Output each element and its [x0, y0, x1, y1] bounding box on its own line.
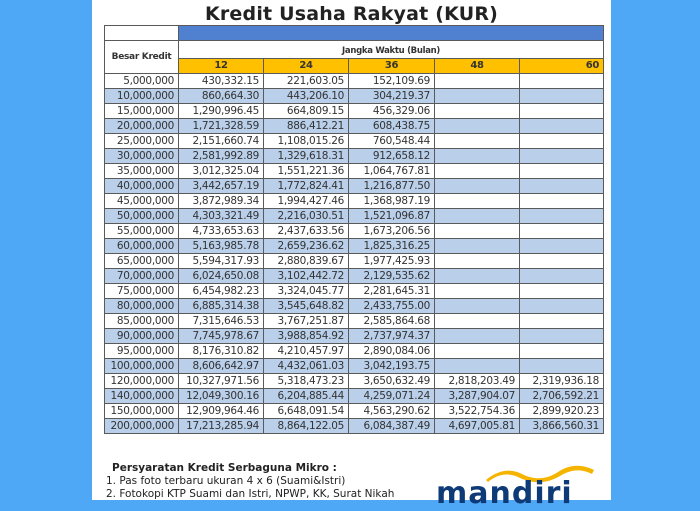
- installment-cell: 3,442,657.19: [179, 179, 264, 194]
- loan-amount-cell: 90,000,000: [105, 329, 179, 344]
- installment-cell: 1,368,987.19: [349, 194, 435, 209]
- table-row: [105, 329, 604, 344]
- installment-cell: 1,521,096.87: [349, 209, 435, 224]
- installment-cell: 2,437,633.56: [264, 224, 349, 239]
- installment-cell: 6,648,091.54: [264, 404, 349, 419]
- installment-cell: 2,129,535.62: [349, 269, 435, 284]
- installment-cell: 2,880,839.67: [264, 254, 349, 269]
- installment-cell: 608,438.75: [349, 119, 435, 134]
- installment-cell: [435, 269, 520, 284]
- installment-cell: 2,216,030.51: [264, 209, 349, 224]
- installment-cell: [435, 344, 520, 359]
- installment-cell: [435, 104, 520, 119]
- installment-cell: 3,872,989.34: [179, 194, 264, 209]
- group-header-row: [105, 41, 604, 59]
- installment-cell: 6,885,314.38: [179, 299, 264, 314]
- installment-cell: 2,433,755.00: [349, 299, 435, 314]
- loan-amount-cell: 40,000,000: [105, 179, 179, 194]
- requirement-item: 1. Pas foto terbaru ukuran 4 x 6 (Suami&Istri): [106, 475, 346, 487]
- installment-cell: 3,522,754.36: [435, 404, 520, 419]
- installment-cell: [435, 119, 520, 134]
- table-row: [105, 344, 604, 359]
- installment-cell: 4,697,005.81: [435, 419, 520, 434]
- installment-cell: 4,210,457.97: [264, 344, 349, 359]
- installment-cell: 1,551,221.36: [264, 164, 349, 179]
- jangka-waktu-header: Jangka Waktu (Bulan): [179, 41, 604, 59]
- installment-cell: [520, 239, 604, 254]
- installment-cell: 6,024,650.08: [179, 269, 264, 284]
- loan-amount-cell: 100,000,000: [105, 359, 179, 374]
- loan-amount-cell: 65,000,000: [105, 254, 179, 269]
- loan-amount-cell: 200,000,000: [105, 419, 179, 434]
- installment-cell: 8,864,122.05: [264, 419, 349, 434]
- installment-cell: [520, 179, 604, 194]
- table-row: [105, 314, 604, 329]
- loan-amount-cell: 95,000,000: [105, 344, 179, 359]
- loan-amount-cell: 20,000,000: [105, 119, 179, 134]
- table-row: [105, 299, 604, 314]
- header-bar-row: [105, 26, 604, 41]
- table-row: [105, 134, 604, 149]
- installment-cell: 8,176,310.82: [179, 344, 264, 359]
- installment-cell: 5,594,317.93: [179, 254, 264, 269]
- installment-cell: 1,064,767.81: [349, 164, 435, 179]
- months-row: [105, 59, 604, 74]
- logo-text: mandiri: [436, 476, 573, 511]
- installment-cell: 912,658.12: [349, 149, 435, 164]
- installment-cell: 3,042,193.75: [349, 359, 435, 374]
- installment-cell: 6,204,885.44: [264, 389, 349, 404]
- installment-cell: [520, 119, 604, 134]
- loan-amount-cell: 10,000,000: [105, 89, 179, 104]
- installment-cell: [520, 269, 604, 284]
- installment-cell: [520, 329, 604, 344]
- installment-cell: [520, 224, 604, 239]
- installment-cell: 3,102,442.72: [264, 269, 349, 284]
- installment-cell: 664,809.15: [264, 104, 349, 119]
- table-row: [105, 374, 604, 389]
- installment-cell: [520, 164, 604, 179]
- loan-amount-cell: 5,000,000: [105, 74, 179, 89]
- installment-cell: 3,988,854.92: [264, 329, 349, 344]
- installment-cell: [435, 224, 520, 239]
- month-header: 24: [264, 59, 349, 74]
- installment-cell: 2,890,084.06: [349, 344, 435, 359]
- installment-cell: 6,084,387.49: [349, 419, 435, 434]
- installment-cell: [435, 239, 520, 254]
- installment-cell: [520, 194, 604, 209]
- table-row: [105, 179, 604, 194]
- installment-cell: [435, 209, 520, 224]
- installment-cell: 5,318,473.23: [264, 374, 349, 389]
- installment-cell: [435, 194, 520, 209]
- table-row: [105, 419, 604, 434]
- installment-cell: 456,329.06: [349, 104, 435, 119]
- installment-cell: [435, 149, 520, 164]
- table-row: [105, 104, 604, 119]
- installment-cell: [520, 359, 604, 374]
- installment-cell: [520, 134, 604, 149]
- installment-cell: 1,108,015.26: [264, 134, 349, 149]
- installment-cell: 4,733,653.63: [179, 224, 264, 239]
- table-row: [105, 239, 604, 254]
- loan-amount-cell: 30,000,000: [105, 149, 179, 164]
- installment-cell: 2,899,920.23: [520, 404, 604, 419]
- installment-cell: 304,219.37: [349, 89, 435, 104]
- installment-cell: 760,548.44: [349, 134, 435, 149]
- installment-cell: [435, 134, 520, 149]
- installment-cell: 1,825,316.25: [349, 239, 435, 254]
- table-row: [105, 359, 604, 374]
- installment-cell: 430,332.15: [179, 74, 264, 89]
- installment-cell: 5,163,985.78: [179, 239, 264, 254]
- installment-cell: 2,585,864.68: [349, 314, 435, 329]
- installment-cell: 2,737,974.37: [349, 329, 435, 344]
- kur-table: [104, 25, 604, 434]
- installment-cell: [435, 179, 520, 194]
- installment-cell: 1,721,328.59: [179, 119, 264, 134]
- installment-cell: [435, 314, 520, 329]
- loan-amount-cell: 55,000,000: [105, 224, 179, 239]
- installment-cell: 8,606,642.97: [179, 359, 264, 374]
- installment-cell: 1,772,824.41: [264, 179, 349, 194]
- installment-cell: [520, 314, 604, 329]
- installment-cell: 443,206.10: [264, 89, 349, 104]
- installment-cell: 886,412.21: [264, 119, 349, 134]
- table-row: [105, 404, 604, 419]
- table-row: [105, 389, 604, 404]
- installment-cell: 860,664.30: [179, 89, 264, 104]
- installment-cell: 3,287,904.07: [435, 389, 520, 404]
- installment-cell: 4,432,061.03: [264, 359, 349, 374]
- installment-cell: 2,281,645.31: [349, 284, 435, 299]
- requirement-item: 2. Fotokopi KTP Suami dan Istri, NPWP, KK, Surat Nikah: [106, 488, 395, 500]
- installment-cell: 10,327,971.56: [179, 374, 264, 389]
- installment-cell: [435, 284, 520, 299]
- installment-cell: 12,049,300.16: [179, 389, 264, 404]
- blue-header-bar: [179, 26, 604, 41]
- loan-amount-cell: 35,000,000: [105, 164, 179, 179]
- besar-kredit-header: Besar Kredit: [105, 41, 179, 74]
- installment-cell: 4,259,071.24: [349, 389, 435, 404]
- installment-cell: [435, 299, 520, 314]
- installment-cell: [435, 329, 520, 344]
- installment-cell: 4,303,321.49: [179, 209, 264, 224]
- installment-cell: 17,213,285.94: [179, 419, 264, 434]
- installment-cell: 221,603.05: [264, 74, 349, 89]
- installment-cell: [520, 104, 604, 119]
- installment-cell: 1,290,996.45: [179, 104, 264, 119]
- table-row: [105, 149, 604, 164]
- loan-amount-cell: 150,000,000: [105, 404, 179, 419]
- month-header: 48: [435, 59, 520, 74]
- loan-amount-cell: 140,000,000: [105, 389, 179, 404]
- installment-cell: [435, 89, 520, 104]
- month-header: 12: [179, 59, 264, 74]
- installment-cell: 3,650,632.49: [349, 374, 435, 389]
- installment-cell: [520, 149, 604, 164]
- requirements-heading: Persyaratan Kredit Serbaguna Mikro :: [112, 462, 337, 474]
- table-row: [105, 89, 604, 104]
- installment-cell: [520, 254, 604, 269]
- month-header: 36: [349, 59, 435, 74]
- installment-cell: 12,909,964.46: [179, 404, 264, 419]
- requirements-section: [106, 461, 446, 501]
- loan-amount-cell: 70,000,000: [105, 269, 179, 284]
- loan-amount-cell: 85,000,000: [105, 314, 179, 329]
- table-row: [105, 224, 604, 239]
- mandiri-logo: [436, 462, 606, 511]
- installment-cell: [435, 164, 520, 179]
- installment-cell: 2,706,592.21: [520, 389, 604, 404]
- installment-cell: 3,767,251.87: [264, 314, 349, 329]
- installment-cell: 1,673,206.56: [349, 224, 435, 239]
- table-row: [105, 194, 604, 209]
- table-row: [105, 284, 604, 299]
- loan-amount-cell: 45,000,000: [105, 194, 179, 209]
- month-header: 60: [520, 59, 604, 74]
- installment-cell: 1,216,877.50: [349, 179, 435, 194]
- page-title: Kredit Usaha Rakyat (KUR): [204, 3, 499, 25]
- header-corner: [105, 26, 179, 41]
- installment-cell: 6,454,982.23: [179, 284, 264, 299]
- loan-amount-cell: 120,000,000: [105, 374, 179, 389]
- installment-cell: [435, 74, 520, 89]
- installment-cell: 1,329,618.31: [264, 149, 349, 164]
- installment-cell: [520, 74, 604, 89]
- table-row: [105, 254, 604, 269]
- installment-cell: 2,151,660.74: [179, 134, 264, 149]
- installment-cell: 2,818,203.49: [435, 374, 520, 389]
- installment-cell: [520, 209, 604, 224]
- table-row: [105, 269, 604, 284]
- installment-cell: 1,994,427.46: [264, 194, 349, 209]
- installment-cell: 2,659,236.62: [264, 239, 349, 254]
- loan-amount-cell: 75,000,000: [105, 284, 179, 299]
- installment-cell: [435, 254, 520, 269]
- loan-amount-cell: 15,000,000: [105, 104, 179, 119]
- installment-cell: [520, 344, 604, 359]
- installment-cell: 4,563,290.62: [349, 404, 435, 419]
- installment-cell: [520, 284, 604, 299]
- loan-amount-cell: 25,000,000: [105, 134, 179, 149]
- table-row: [105, 74, 604, 89]
- installment-cell: 3,012,325.04: [179, 164, 264, 179]
- table-row: [105, 209, 604, 224]
- installment-cell: 7,315,646.53: [179, 314, 264, 329]
- installment-cell: [435, 359, 520, 374]
- installment-cell: [520, 89, 604, 104]
- loan-amount-cell: 60,000,000: [105, 239, 179, 254]
- installment-cell: 3,545,648.82: [264, 299, 349, 314]
- installment-cell: 2,319,936.18: [520, 374, 604, 389]
- document-panel: [92, 0, 611, 511]
- installment-cell: 1,977,425.93: [349, 254, 435, 269]
- table-row: [105, 164, 604, 179]
- installment-cell: 3,324,045.77: [264, 284, 349, 299]
- installment-cell: 152,109.69: [349, 74, 435, 89]
- installment-cell: [520, 299, 604, 314]
- installment-cell: 2,581,992.89: [179, 149, 264, 164]
- loan-amount-cell: 80,000,000: [105, 299, 179, 314]
- installment-cell: 7,745,978.67: [179, 329, 264, 344]
- table-row: [105, 119, 604, 134]
- loan-amount-cell: 50,000,000: [105, 209, 179, 224]
- installment-cell: 3,866,560.31: [520, 419, 604, 434]
